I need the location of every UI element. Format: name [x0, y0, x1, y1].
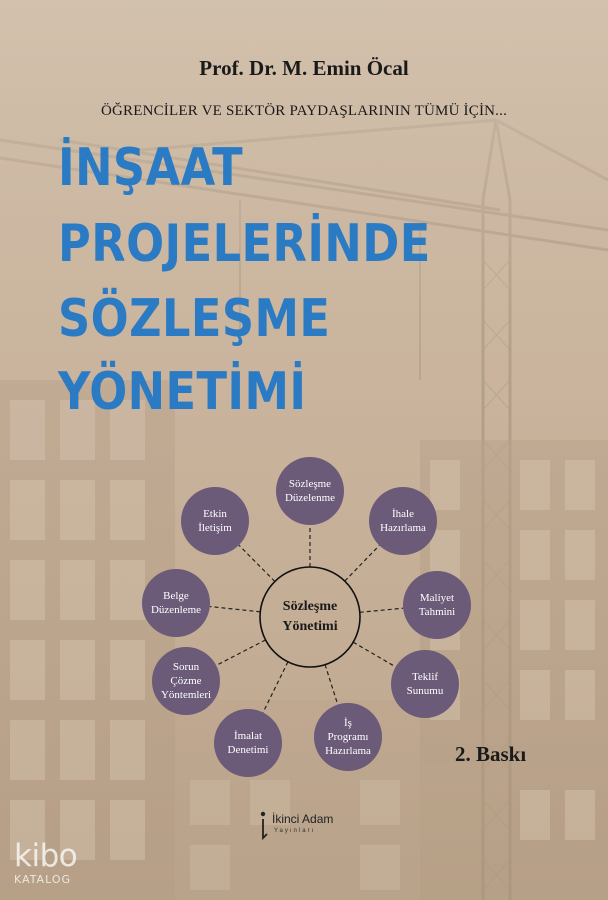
- diagram-node-text: Sorun: [172, 661, 200, 673]
- diagram-node-text: Tahmini: [418, 606, 456, 618]
- title-line-4: YÖNETİMİ: [58, 362, 307, 422]
- title-line-1: İNŞAAT: [58, 138, 244, 198]
- diagram-node-text: Programı: [327, 731, 369, 743]
- title-line-3: SÖZLEŞME: [58, 289, 331, 349]
- watermark-subtitle: KATALOG: [14, 873, 71, 886]
- diagram-node-label: [308, 716, 388, 758]
- edition-label: 2. Baskı: [455, 742, 527, 766]
- diagram-node-text: Denetimi: [227, 744, 269, 756]
- diagram-node-label: [363, 507, 443, 535]
- diagram-node-text: Belge: [163, 590, 189, 602]
- diagram-node-text: Yöntemleri: [160, 689, 212, 701]
- publisher-logo-icon: [258, 810, 270, 840]
- author-name: Prof. Dr. M. Emin Öcal: [199, 56, 409, 80]
- watermark-logo: kibo: [14, 838, 78, 874]
- cover-subtitle: ÖĞRENCİLER VE SEKTÖR PAYDAŞLARININ TÜMÜ İÇİN...: [100, 103, 508, 119]
- diagram-node-label: [397, 591, 477, 619]
- diagram-node-text: Hazırlama: [325, 745, 371, 757]
- diagram-connector: [210, 607, 260, 612]
- diagram-node-label: [136, 589, 216, 617]
- diagram-node-label: [208, 729, 288, 757]
- diagram-node-text: Teklif: [411, 671, 439, 683]
- diagram-node-text: Etkin: [203, 508, 227, 520]
- title-line-2: PROJELERİNDE: [58, 214, 431, 274]
- diagram-node-text: İletişim: [198, 522, 232, 534]
- diagram-connector: [353, 642, 395, 667]
- publisher-subtitle: Yayınları: [274, 828, 316, 834]
- diagram-node-text: İş: [344, 717, 352, 729]
- diagram-node-text: Çözme: [170, 675, 202, 687]
- diagram-center-text: Sözleşme: [282, 599, 338, 614]
- diagram-node-text: Sözleşme: [288, 478, 332, 490]
- diagram-node-text: Maliyet: [419, 592, 455, 604]
- diagram-connector: [239, 545, 275, 581]
- diagram-node-text: Hazırlama: [380, 522, 426, 534]
- diagram-connector: [325, 665, 338, 705]
- diagram-connector: [345, 545, 380, 581]
- publisher-logo: [258, 810, 368, 844]
- diagram-center-text: Yönetimi: [282, 619, 338, 634]
- publisher-name: İkinci Adam: [272, 812, 334, 826]
- diagram-node-text: Düzenleme: [150, 604, 202, 616]
- diagram-center-label: [255, 597, 365, 637]
- diagram-connector: [263, 662, 288, 713]
- diagram-node-text: Sunumu: [406, 685, 444, 697]
- diagram-node-text: İmalat: [233, 730, 263, 742]
- diagram-node-label: [270, 477, 350, 505]
- diagram-node-text: Düzelenme: [284, 492, 336, 504]
- diagram-node-label: [385, 670, 465, 698]
- diagram-node-label: [175, 507, 255, 535]
- diagram-node-label: [146, 660, 226, 702]
- diagram-node-text: İhale: [392, 508, 414, 520]
